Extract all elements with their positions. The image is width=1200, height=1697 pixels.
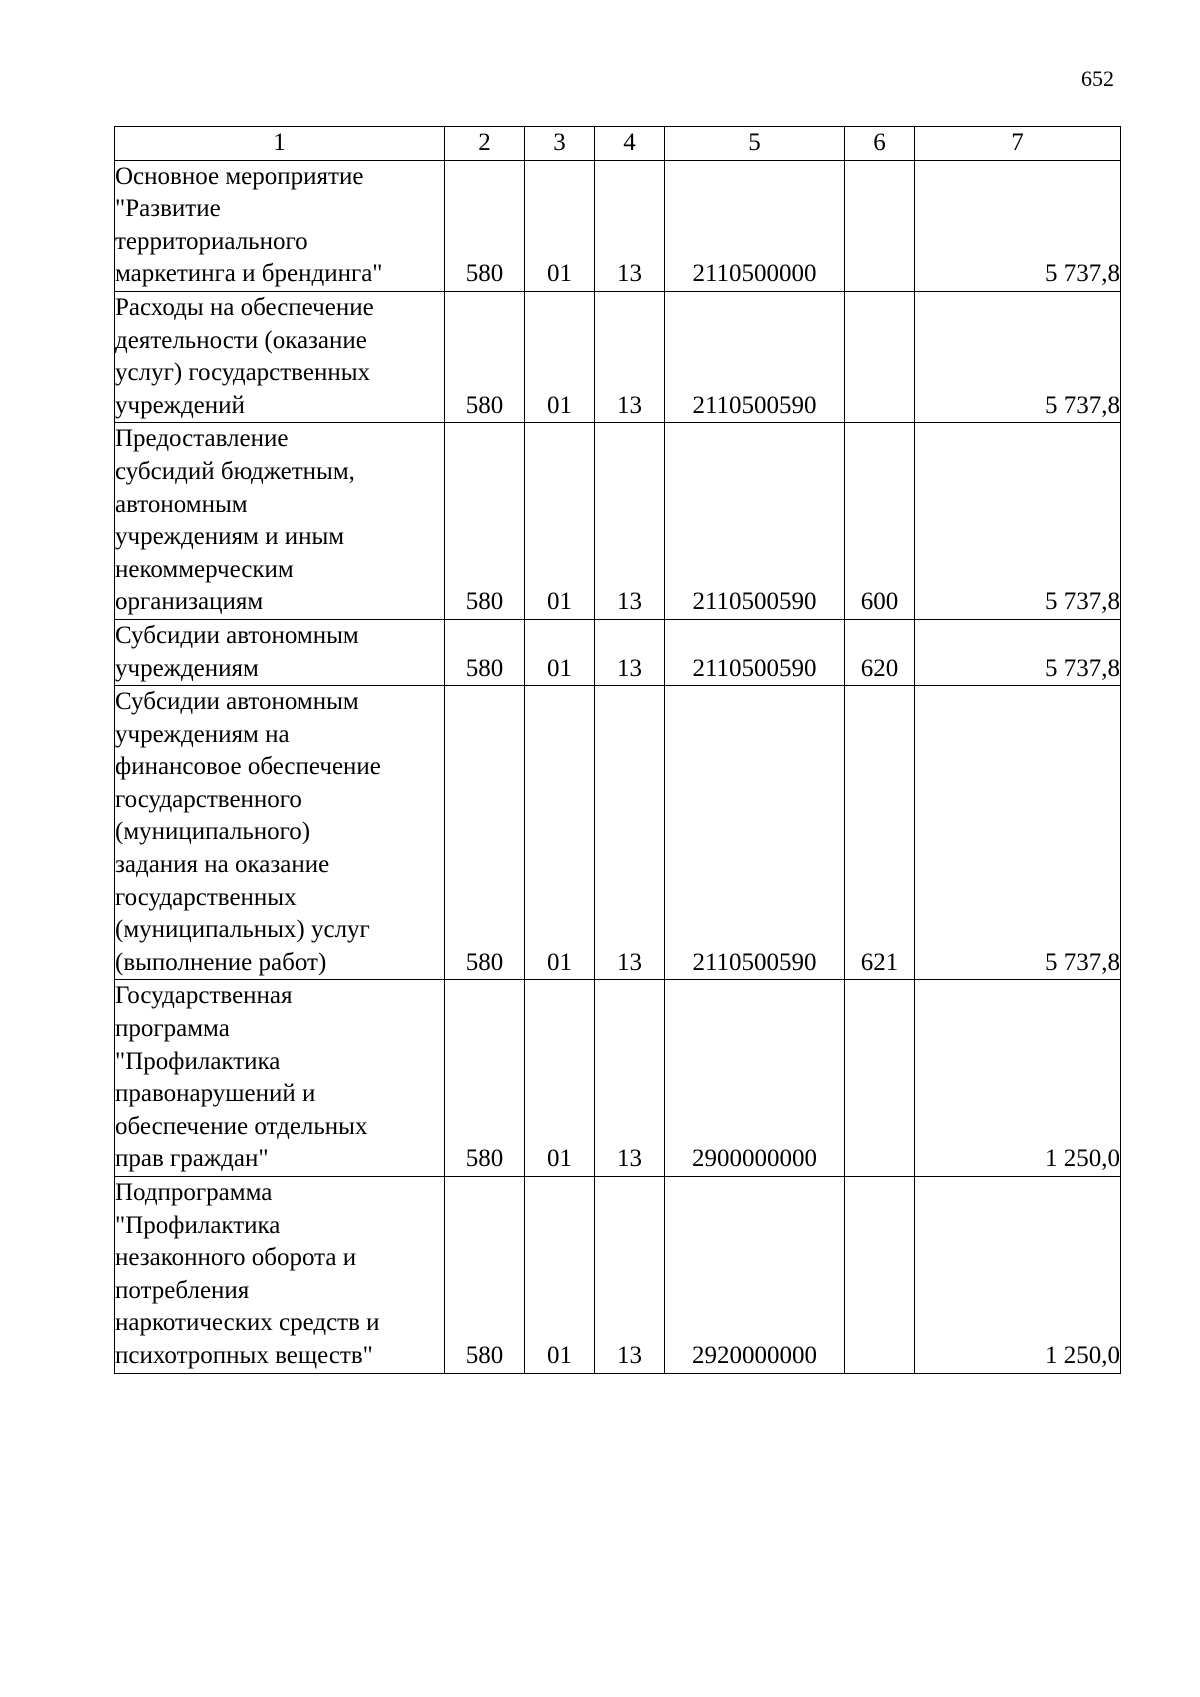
item-name-line: наркотических средств и [115, 1309, 380, 1337]
item-name-line: организациям [115, 588, 264, 616]
ministry-code-cell: 580 [445, 291, 525, 422]
expense-type-cell: 600 [845, 423, 915, 620]
item-name-line: незаконного оборота и [115, 1244, 357, 1272]
item-name-line: (муниципального) [115, 818, 311, 846]
section-cell: 01 [525, 619, 595, 685]
header-col-6: 6 [845, 127, 915, 161]
item-name-line: Предоставление [115, 425, 289, 453]
item-name-line: (муниципальных) услуг [115, 916, 370, 944]
table-row [115, 423, 1121, 620]
subsection-cell: 13 [595, 1177, 665, 1374]
item-name-line: (выполнение работ) [115, 948, 327, 976]
budget-table [114, 126, 1121, 1374]
table-row [115, 1177, 1121, 1374]
section-cell: 01 [525, 160, 595, 291]
header-col-2: 2 [445, 127, 525, 161]
item-name-line: "Развитие [115, 195, 221, 223]
item-name-line: территориального [115, 227, 308, 255]
item-name-line: правонарушений и [115, 1080, 316, 1108]
item-name-cell [115, 291, 445, 422]
item-name-line: Субсидии автономным [115, 621, 359, 649]
subsection-cell: 13 [595, 291, 665, 422]
target-article-cell: 2110500000 [665, 160, 845, 291]
item-name-cell [115, 423, 445, 620]
expense-type-cell [845, 1177, 915, 1374]
ministry-code-cell: 580 [445, 619, 525, 685]
expense-type-cell: 620 [845, 619, 915, 685]
target-article-cell: 2900000000 [665, 980, 845, 1177]
item-name-line: Основное мероприятие [115, 162, 364, 190]
subsection-cell: 13 [595, 619, 665, 685]
target-article-cell: 2110500590 [665, 619, 845, 685]
item-name-cell [115, 160, 445, 291]
ministry-code-cell: 580 [445, 1177, 525, 1374]
item-name-line: услуг) государственных [115, 359, 370, 387]
table-row [115, 619, 1121, 685]
item-name-line: Расходы на обеспечение [115, 293, 374, 321]
section-cell: 01 [525, 423, 595, 620]
item-name-line: автономным [115, 490, 248, 518]
target-article-cell: 2920000000 [665, 1177, 845, 1374]
item-name-line: учреждений [115, 391, 245, 419]
item-name-line: деятельности (оказание [115, 326, 367, 354]
item-name-cell [115, 1177, 445, 1374]
item-name-line: субсидий бюджетным, [115, 457, 355, 485]
item-name-line: учреждениям [115, 654, 259, 682]
item-name-cell [115, 686, 445, 980]
expense-type-cell [845, 980, 915, 1177]
table-row [115, 980, 1121, 1177]
item-name-line: "Профилактика [115, 1047, 281, 1075]
ministry-code-cell: 580 [445, 686, 525, 980]
ministry-code-cell: 580 [445, 980, 525, 1177]
item-name-cell [115, 619, 445, 685]
expense-type-cell [845, 291, 915, 422]
item-name-line: Государственная [115, 982, 293, 1010]
header-row [115, 127, 1121, 161]
item-name-line: потребления [115, 1276, 250, 1304]
item-name-line: государственных [115, 883, 297, 911]
target-article-cell: 2110500590 [665, 686, 845, 980]
expense-type-cell: 621 [845, 686, 915, 980]
target-article-cell: 2110500590 [665, 291, 845, 422]
subsection-cell: 13 [595, 686, 665, 980]
section-cell: 01 [525, 1177, 595, 1374]
table-body [115, 160, 1121, 1373]
item-name-cell [115, 980, 445, 1177]
item-name-line: маркетинга и брендинга" [115, 260, 383, 288]
ministry-code-cell: 580 [445, 423, 525, 620]
amount-cell: 5 737,8 [915, 619, 1121, 685]
table-row [115, 686, 1121, 980]
item-name-line: программа [115, 1015, 230, 1043]
amount-cell: 5 737,8 [915, 160, 1121, 291]
item-name-line: учреждениям на [115, 720, 290, 748]
amount-cell: 5 737,8 [915, 686, 1121, 980]
item-name-line: Субсидии автономным [115, 688, 359, 716]
expense-type-cell [845, 160, 915, 291]
header-col-3: 3 [525, 127, 595, 161]
amount-cell: 5 737,8 [915, 423, 1121, 620]
table-header [115, 127, 1121, 161]
section-cell: 01 [525, 686, 595, 980]
amount-cell: 1 250,0 [915, 980, 1121, 1177]
section-cell: 01 [525, 980, 595, 1177]
amount-cell: 1 250,0 [915, 1177, 1121, 1374]
item-name-line: задания на оказание [115, 851, 330, 879]
ministry-code-cell: 580 [445, 160, 525, 291]
amount-cell: 5 737,8 [915, 291, 1121, 422]
item-name-line: Подпрограмма [115, 1179, 273, 1206]
subsection-cell: 13 [595, 160, 665, 291]
header-col-4: 4 [595, 127, 665, 161]
subsection-cell: 13 [595, 423, 665, 620]
item-name-line: учреждениям и иным [115, 523, 345, 551]
item-name-line: обеспечение отдельных [115, 1112, 368, 1140]
header-col-7: 7 [915, 127, 1121, 161]
section-cell: 01 [525, 291, 595, 422]
table-row [115, 291, 1121, 422]
page-number: 652 [1081, 66, 1114, 91]
item-name-line: прав граждан" [115, 1145, 269, 1173]
header-col-5: 5 [665, 127, 845, 161]
item-name-line: некоммерческим [115, 555, 294, 583]
table-row [115, 160, 1121, 291]
item-name-line: "Профилактика [115, 1211, 281, 1239]
item-name-line: государственного [115, 785, 302, 813]
subsection-cell: 13 [595, 980, 665, 1177]
target-article-cell: 2110500590 [665, 423, 845, 620]
header-col-1: 1 [115, 127, 445, 161]
item-name-line: психотропных веществ" [115, 1341, 373, 1369]
item-name-line: финансовое обеспечение [115, 753, 381, 781]
